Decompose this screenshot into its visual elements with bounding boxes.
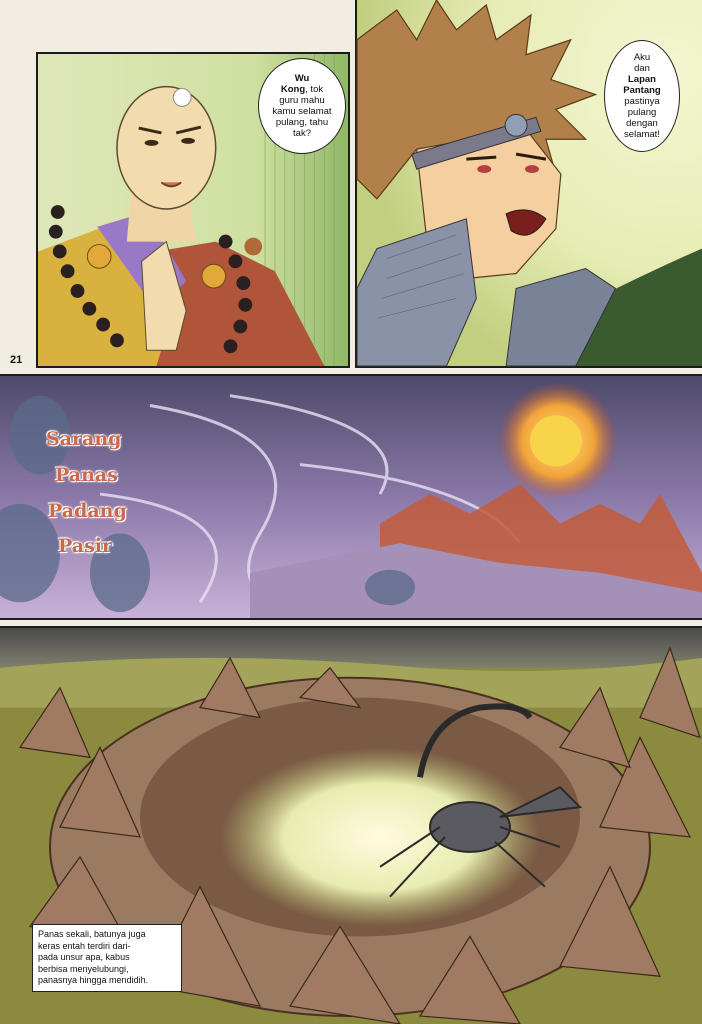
- bubble1-line3: kamu selamat: [272, 106, 332, 117]
- bubble2-line8: selamat!: [624, 129, 660, 140]
- monk-speech-bubble: Wu Kong, tok guru mahu kamu selamat pulang, tahu tak?: [258, 58, 346, 154]
- title-word-1: Sarang: [46, 428, 122, 450]
- caption-line-2: keras entah terdiri dari-: [38, 940, 131, 951]
- bubble1-name-line2: Kong: [280, 84, 306, 95]
- bubble1-line5: tak?: [293, 128, 311, 139]
- caption-line-5: panasnya hingga mendidih.: [38, 975, 149, 985]
- bubble2-line7: dengan: [626, 118, 658, 129]
- narration-caption: [32, 924, 182, 992]
- bubble2-line3: Lapan: [628, 74, 656, 85]
- bubble2-line2: dan: [634, 63, 650, 74]
- title-word-4: Pasir: [58, 535, 113, 557]
- panel-crater: [0, 626, 702, 1024]
- caption-line-3: pada unsur apa, kabus: [38, 952, 130, 962]
- bubble1-line2: guru mahu: [279, 95, 325, 106]
- bubble1-name-line1: Wu: [294, 73, 310, 84]
- stormy-landscape-illustration: [0, 376, 702, 618]
- wukong-speech-bubble: [604, 40, 680, 152]
- page-number: 21: [10, 354, 23, 366]
- title-word-3: Padang: [48, 500, 127, 522]
- bubble1-line4: pulang, tahu: [275, 117, 329, 128]
- panel-landscape: [0, 374, 702, 620]
- caption-line-4: berbisa menyelubungi,: [38, 963, 129, 974]
- bubble2-line1: Aku: [633, 52, 651, 63]
- bubble2-line6: pulang: [627, 107, 657, 118]
- bubble2-line4: Pantang: [623, 85, 661, 96]
- bubble2-line5: pastinya: [624, 96, 660, 107]
- caption-line-1: Panas sekali, batunya juga: [38, 929, 146, 939]
- title-word-2: Panas: [55, 464, 118, 486]
